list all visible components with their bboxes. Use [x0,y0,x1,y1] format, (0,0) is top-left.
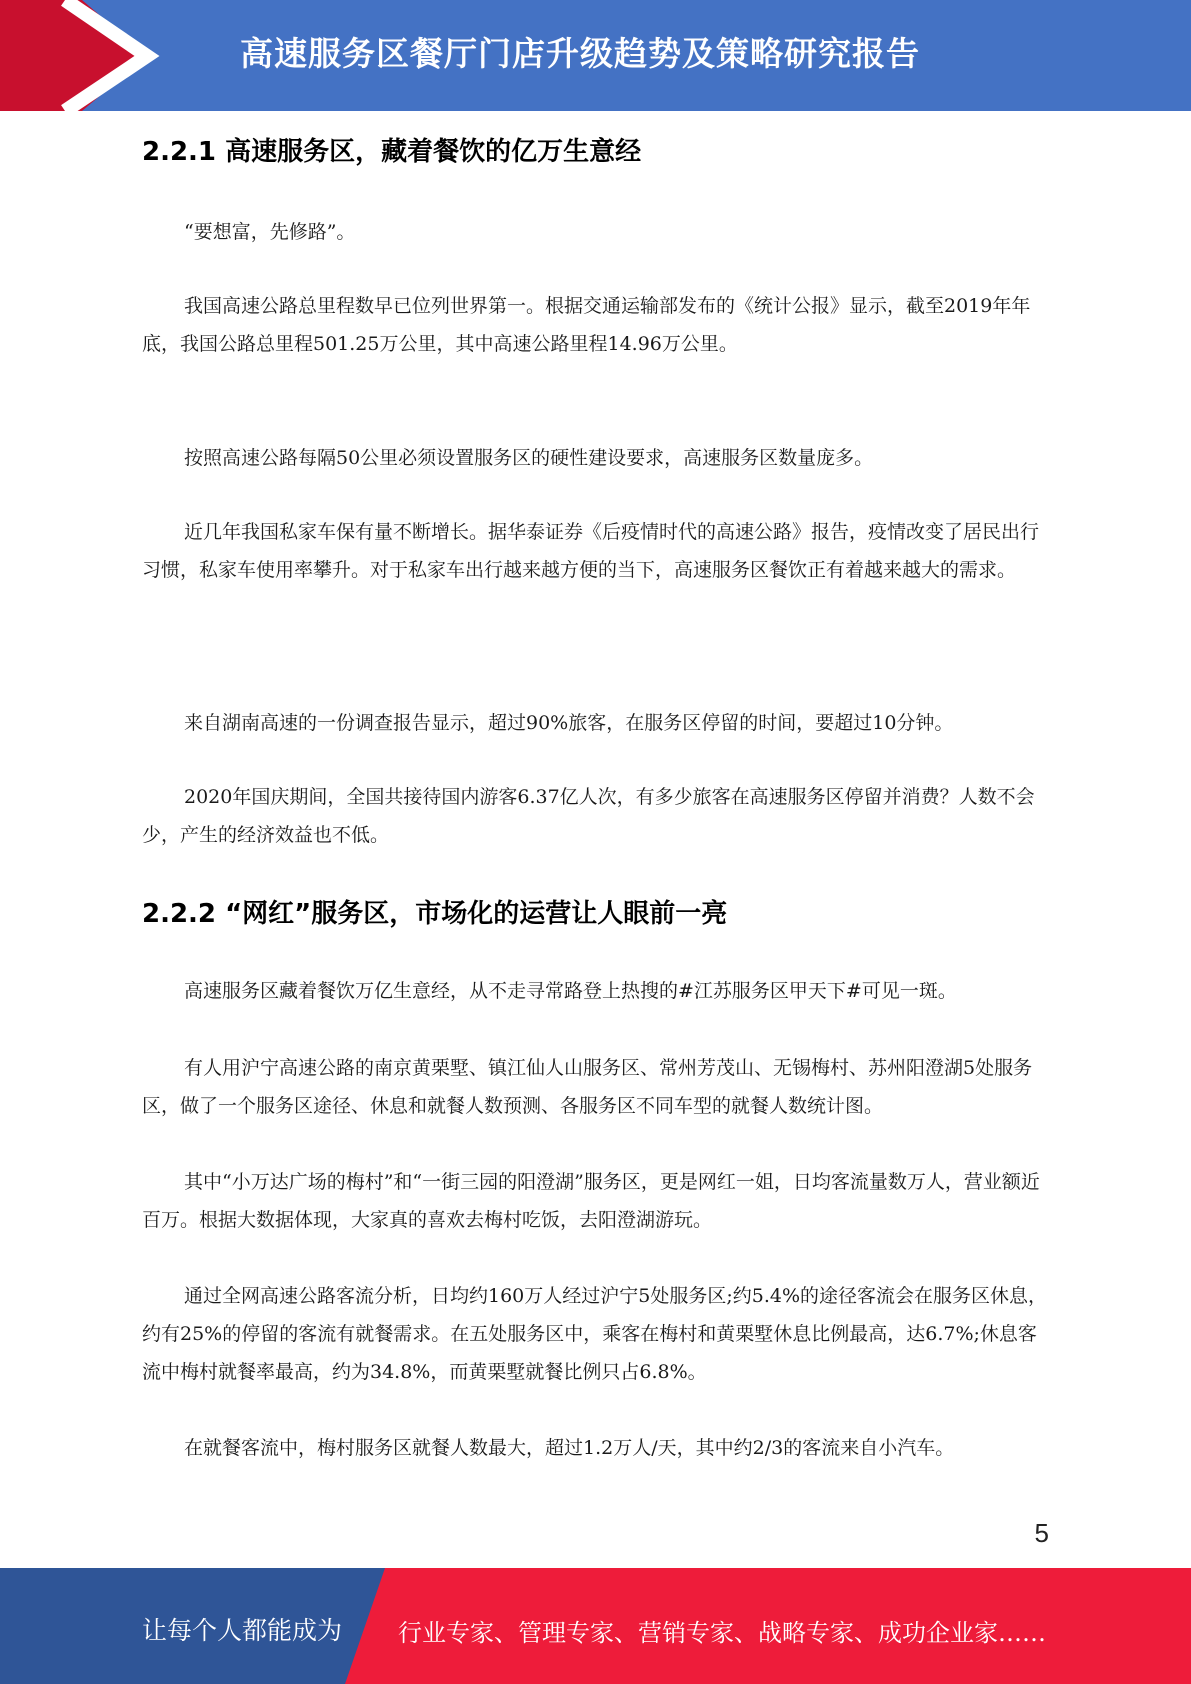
footer-slogan-left: 让每个人都能成为 [142,1616,343,1645]
paragraph: 其中“小万达广场的梅村”和“一街三园的阳澄湖”服务区，更是网红一姐，日均客流量数万人，营业额近百万。根据大数据体现，大家真的喜欢去梅村吃饭，去阳澄湖游玩。 [142,1171,1040,1231]
footer-slogan-right: 行业专家、管理专家、营销专家、战略专家、成功企业家…… [398,1619,1046,1647]
paragraph: “要想富，先修路”。 [184,221,356,243]
page-number: 5 [1034,1518,1049,1548]
paragraph: 来自湖南高速的一份调查报告显示，超过90%旅客，在服务区停留的时间，要超过10分钟。 [184,712,954,734]
paragraph: 在就餐客流中，梅村服务区就餐人数最大，超过1.2万人/天，其中约2/3的客流来自小汽车。 [184,1437,955,1459]
section-heading-2-2-2: 2.2.2 “网红”服务区，市场化的运营让人眼前一亮 [142,899,728,929]
paragraph: 按照高速公路每隔50公里必须设置服务区的硬性建设要求，高速服务区数量庞多。 [184,447,874,469]
page-footer [0,1568,1191,1684]
page-header [0,0,1191,111]
paragraph: 有人用沪宁高速公路的南京黄栗墅、镇江仙人山服务区、常州芳茂山、无锡梅村、苏州阳澄湖5处服务区，做了一个服务区途径、休息和就餐人数预测、各服务区不同车型的就餐人数统计图。 [142,1057,1033,1117]
report-title: 高速服务区餐厅门店升级趋势及策略研究报告 [240,34,920,73]
paragraph: 2020年国庆期间，全国共接待国内游客6.37亿人次，有多少旅客在高速服务区停留并消费？人数不会少，产生的经济效益也不低。 [142,786,1035,846]
paragraph: 我国高速公路总里程数早已位列世界第一。根据交通运输部发布的《统计公报》显示，截至2019年年底，我国公路总里程501.25万公里，其中高速公路里程14.96万公里。 [142,295,1031,355]
section-heading-2-2-1: 2.2.1 高速服务区，藏着餐饮的亿万生意经 [142,137,642,167]
paragraph: 近几年我国私家车保有量不断增长。据华泰证券《后疫情时代的高速公路》报告，疫情改变了居民出行习惯，私家车使用率攀升。对于私家车出行越来越方便的当下，高速服务区餐饮正有着越来越大的需求。 [142,521,1040,581]
paragraph: 通过全网高速公路客流分析，日均约160万人经过沪宁5处服务区;约5.4%的途径客流会在服务区休息，约有25%的停留的客流有就餐需求。在五处服务区中，乘客在梅村和黄栗墅休息比例最高，达6.7%;休息客流中梅村就餐率最高，约为34.8%，而黄栗墅就餐比例只占6.8%。 [142,1285,1048,1383]
paragraph: 高速服务区藏着餐饮万亿生意经，从不走寻常路登上热搜的#江苏服务区甲天下#可见一斑。 [184,980,957,1002]
